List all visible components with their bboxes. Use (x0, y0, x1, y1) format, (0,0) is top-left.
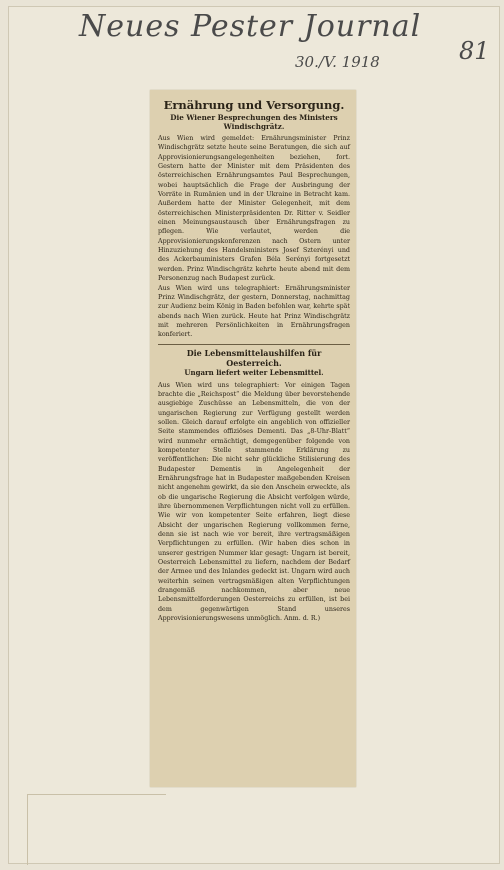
handwritten-newspaper-name: Neues Pester Journal (79, 9, 422, 44)
paper-fold-edge (27, 794, 166, 865)
article2-subheadline: Ungarn liefert weiter Lebensmittel. (184, 367, 324, 377)
article2-headline: Die Lebensmittelaushilfen für Oesterreich. (186, 347, 322, 368)
article1-subheadline: Die Wiener Besprechungen des Ministers Windischgrätz. (170, 113, 338, 131)
newspaper-clipping (150, 90, 356, 787)
article1-paragraph-2: Aus Wien wird uns telegraphiert: Ernährungsminister Prinz Windischgrätz, der gestern, Donnerstag, nachmittag zur Audienz beim König in Baden befohlen war, kehrte spät abends nach Wien zurück. Heute hat Prinz Windischgrätz mit mehreren Persönlichkeiten in Ernährungsfragen konferiert. (158, 284, 350, 339)
article2-paragraph-1: Aus Wien wird uns telegraphiert: Vor einigen Tagen brachte die „Reichspost“ die Meldung über bevorstehende ausgiebige Zuschüsse an Lebensmitteln, die von der ungarischen Regierung zur Verfügung gestellt werden sollen. Gleich darauf erfolgte ein angeblich von offizieller Seite stammendes offiziöses Dementi. Das „8-Uhr-Blatt“ wird nunmehr ermächtigt, demgegenüber folgende von kompetenter Stelle stammende Erklärung zu veröffentlichen: Die nicht sehr glückliche Stilisierung des Budapester Dementis in Angelegenheit der Ernährungsfrage hat in Budapester maßgebenden Kreisen nicht angenehm gewirkt, da sie den Anschein erweckte, als ob die ungarische Regierung die Absicht verfolgen würde, ihre übernommenen Verpflichtungen nicht voll zu erfüllen. Wie wir von kompetenter Seite erfahren, liegt diese Absicht der ungarischen Regierung vollkommen ferne, denn sie ist nach wie vor bereit, ihre vertragsmäßigen Verpflichtungen zu erfüllen. (Wir haben dies schon in unserer gestrigen Nummer klar gesagt: Ungarn ist bereit, Oesterreich Lebensmittel zu liefern, nachdem der Bedarf der Armee und des Inlandes gedeckt ist. Ungarn wird auch weiterhin seinen vertragsmäßigen alten Verpflichtungen drangemäß nachkommen, aber neue Lebensmittelforderungen Oesterreichs zu erfüllen, ist bei dem gegenwärtigen Stand unseres Approvisionierungswesens unmöglich. Anm. d. R.) (158, 381, 350, 623)
article1-paragraph-1: Aus Wien wird gemeldet: Ernährungsminister Prinz Windischgrätz setzte heute seine Beratungen, die sich auf Approvisionierungsangelegenheiten beziehen, fort. Gestern hatte der Minister mit dem Präsidenten des österreichischen Ernährungsamtes Paul Besprechungen, wobei hauptsächlich die Frage der Ausbringung der Vorräte in Rumänien und in der Ukraine in Betracht kam. Außerdem hatte der Minister Gelegenheit, mit dem österreichischen Ministerpräsidenten Dr. Ritter v. Seidler einen Meinungsaustausch über Ernährungsfragen zu pflegen. Wie verlautet, werden die Approvisionierungskonferenzen nach Ostern unter Hinzuziehung des Handelsministers Josef Szterényi und des Ackerbauministers Grafen Béla Serényi fortgesetzt werden. Prinz Windischgrätz kehrte heute abend mit dem Personenzug nach Budapest zurück. (158, 135, 350, 283)
article-divider (158, 344, 350, 345)
article1-headline: Ernährung und Versorgung. (163, 98, 345, 112)
handwritten-page-number: 81 (459, 37, 490, 65)
handwritten-date: 30./V. 1918 (295, 53, 380, 71)
